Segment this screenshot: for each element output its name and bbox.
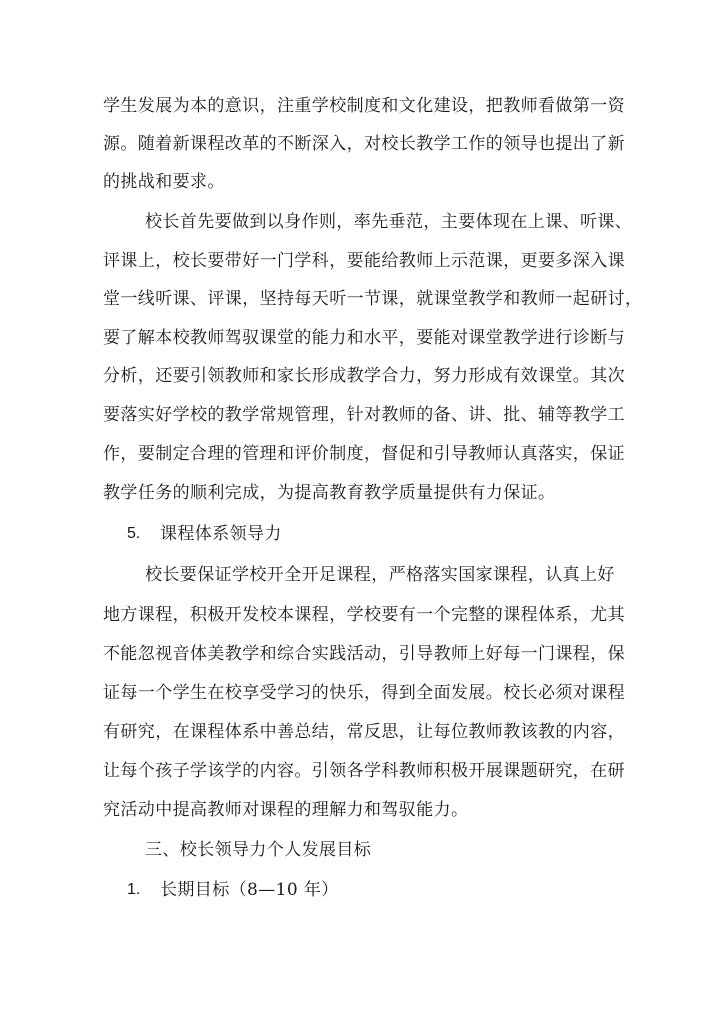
- section-5-number: 5.: [127, 525, 141, 542]
- paragraph-3-line-1: 校长要保证学校开全开足课程，严格落实国家课程，认真上好: [145, 565, 615, 585]
- section-5-title: 课程体系领导力: [160, 524, 282, 544]
- paragraph-2-line-1: 校长首先要做到以身作则，率先垂范，主要体现在上课、听课、: [145, 212, 633, 232]
- paragraph-2-line-5: 分析，还要引领教师和家长形成教学合力，努力形成有效课堂。其次: [103, 366, 625, 386]
- paragraph-3-line-4: 证每一个学生在校享受学习的快乐，得到全面发展。校长必须对课程: [103, 683, 625, 703]
- paragraph-2-line-7: 作，要制定合理的管理和评价制度，督促和引导教师认真落实，保证: [103, 444, 625, 464]
- item-1-number: 1.: [127, 881, 141, 898]
- paragraph-2-line-4: 要了解本校教师驾驭课堂的能力和水平，要能对课堂教学进行诊断与: [103, 328, 625, 348]
- paragraph-2-line-3: 堂一线听课、评课，坚持每天听一节课，就课堂教学和教师一起研讨，: [103, 289, 643, 309]
- section-3-heading: 三、校长领导力个人发展目标: [145, 840, 372, 860]
- paragraph-3-line-5: 有研究，在课程体系中善总结，常反思，让每位教师教该教的内容，: [103, 722, 625, 742]
- paragraph-3-line-7: 究活动中提高教师对课程的理解力和驾驭能力。: [103, 800, 469, 820]
- paragraph-1-line-1: 学生发展为本的意识，注重学校制度和文化建设，把教师看做第一资: [103, 96, 625, 116]
- paragraph-2-line-8: 教学任务的顺利完成，为提高教育教学质量提供有力保证。: [103, 483, 556, 503]
- paragraph-2-line-6: 要落实好学校的教学常规管理，针对教师的备、讲、批、辅等教学工: [103, 405, 625, 425]
- paragraph-3-line-3: 不能忽视音体美教学和综合实践活动，引导教师上好每一门课程，保: [103, 644, 625, 664]
- item-1-title: 长期目标（8—10 年）: [160, 880, 339, 900]
- paragraph-1-line-2: 源。随着新课程改革的不断深入，对校长教学工作的领导也提出了新: [103, 134, 625, 154]
- paragraph-2-line-2: 评课上，校长要带好一门学科，要能给教师上示范课，更要多深入课: [103, 251, 625, 271]
- paragraph-3-line-2: 地方课程，积极开发校本课程，学校要有一个完整的课程体系，尤其: [103, 605, 625, 625]
- paragraph-1-line-3: 的挑战和要求。: [103, 172, 225, 192]
- paragraph-3-line-6: 让每个孩子学该学的内容。引领各学科教师积极开展课题研究，在研: [103, 761, 625, 781]
